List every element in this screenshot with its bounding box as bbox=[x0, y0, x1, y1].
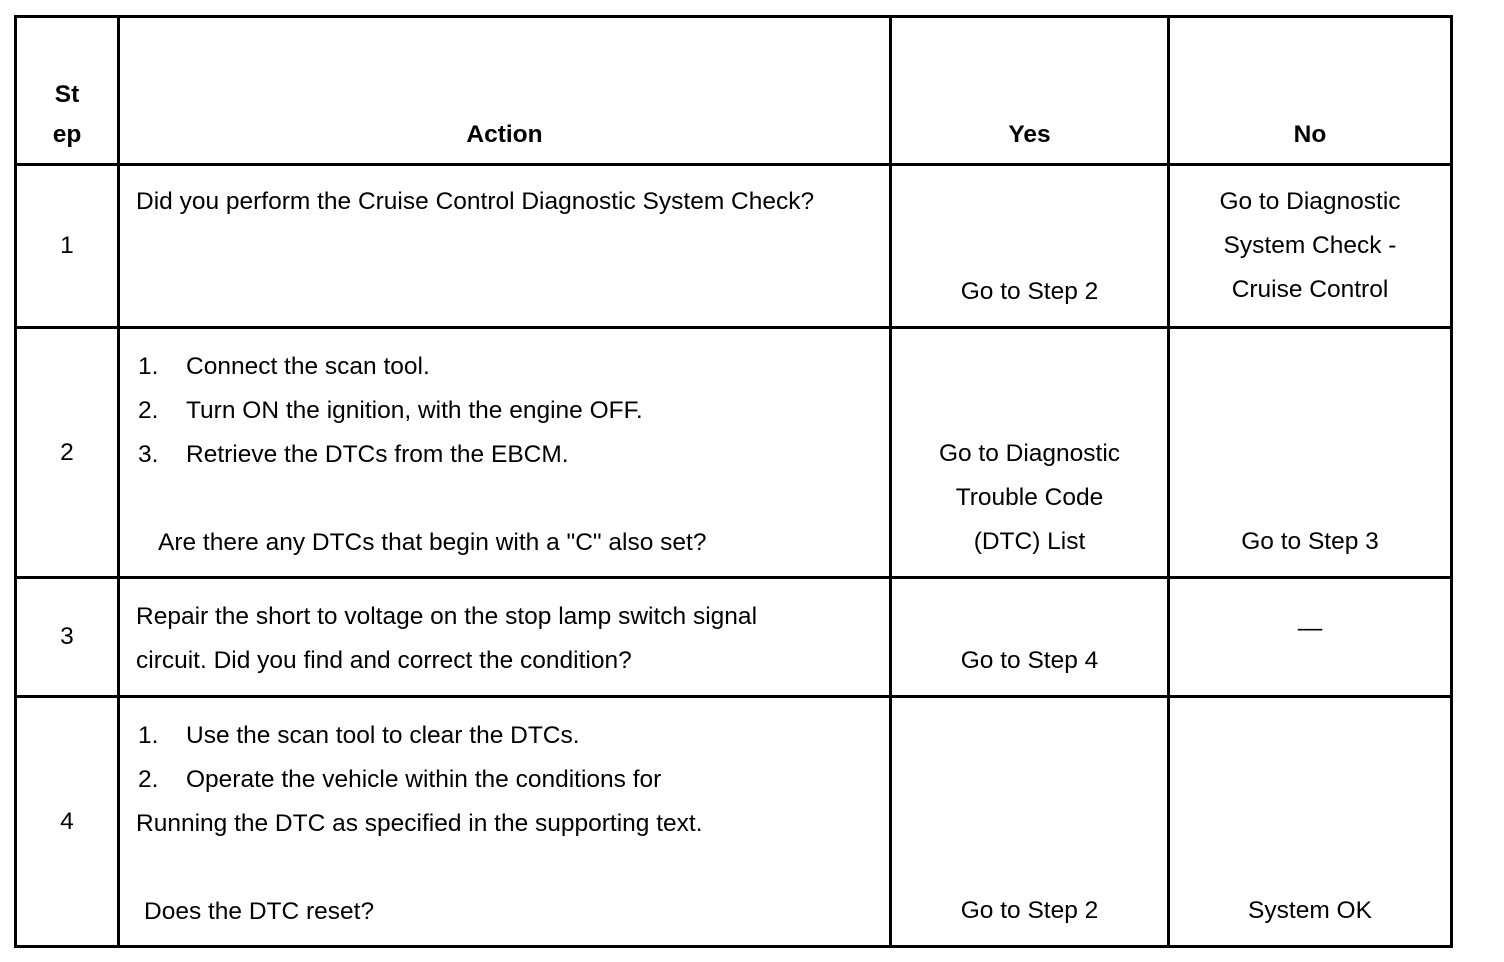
table-row bbox=[16, 165, 1452, 328]
action-list bbox=[136, 714, 889, 802]
no-header: No bbox=[1169, 17, 1452, 165]
table-row bbox=[16, 697, 1452, 947]
action-text: Repair the short to voltage on the stop lamp switch signal circuit. Did you find and correct the condition? bbox=[136, 603, 758, 674]
no-line: Cruise Control bbox=[1231, 276, 1389, 303]
list-item: 1. Use the scan tool to clear the DTCs. bbox=[138, 722, 580, 749]
action-header: Action bbox=[119, 17, 891, 165]
yes-cell: Go to Step 2 bbox=[891, 165, 1169, 328]
list-item: 2. Turn ON the ignition, with the engine OFF. bbox=[138, 397, 643, 424]
yes-header: Yes bbox=[891, 17, 1169, 165]
yes-cell: Go to Step 2 bbox=[891, 697, 1169, 947]
yes-cell: Go to Step 4 bbox=[891, 578, 1169, 697]
step-number: 2 bbox=[16, 328, 119, 578]
yes-cell bbox=[891, 328, 1169, 578]
action-continuation: Running the DTC as specified in the supporting text. bbox=[136, 810, 703, 837]
no-cell: — bbox=[1169, 578, 1452, 697]
header-row bbox=[16, 17, 1452, 165]
table-row bbox=[16, 578, 1452, 697]
diagnostic-table bbox=[14, 15, 1453, 948]
yes-line: Trouble Code bbox=[955, 484, 1104, 511]
step-number: 1 bbox=[16, 165, 119, 328]
no-cell bbox=[1169, 165, 1452, 328]
no-line: System Check - bbox=[1223, 232, 1397, 259]
action-text: Did you perform the Cruise Control Diagnostic System Check? bbox=[136, 188, 815, 215]
yes-line: Go to Diagnostic bbox=[938, 440, 1121, 467]
yes-line: (DTC) List bbox=[973, 528, 1086, 555]
action-cell bbox=[119, 328, 891, 578]
action-question: Does the DTC reset? bbox=[144, 898, 375, 925]
action-question: Are there any DTCs that begin with a "C" also set? bbox=[158, 529, 707, 556]
action-cell bbox=[119, 165, 891, 328]
no-line: Go to Diagnostic bbox=[1219, 188, 1401, 215]
step-header: St ep bbox=[16, 17, 119, 165]
action-cell bbox=[119, 578, 891, 697]
no-cell: System OK bbox=[1169, 697, 1452, 947]
list-item: 2. Operate the vehicle within the conditions for bbox=[138, 766, 662, 793]
action-list bbox=[136, 345, 889, 477]
no-cell: Go to Step 3 bbox=[1169, 328, 1452, 578]
table-row bbox=[16, 328, 1452, 578]
list-item: 1. Connect the scan tool. bbox=[138, 353, 430, 380]
list-item: 3. Retrieve the DTCs from the EBCM. bbox=[138, 441, 569, 468]
step-number: 3 bbox=[16, 578, 119, 697]
action-cell bbox=[119, 697, 891, 947]
step-number: 4 bbox=[16, 697, 119, 947]
